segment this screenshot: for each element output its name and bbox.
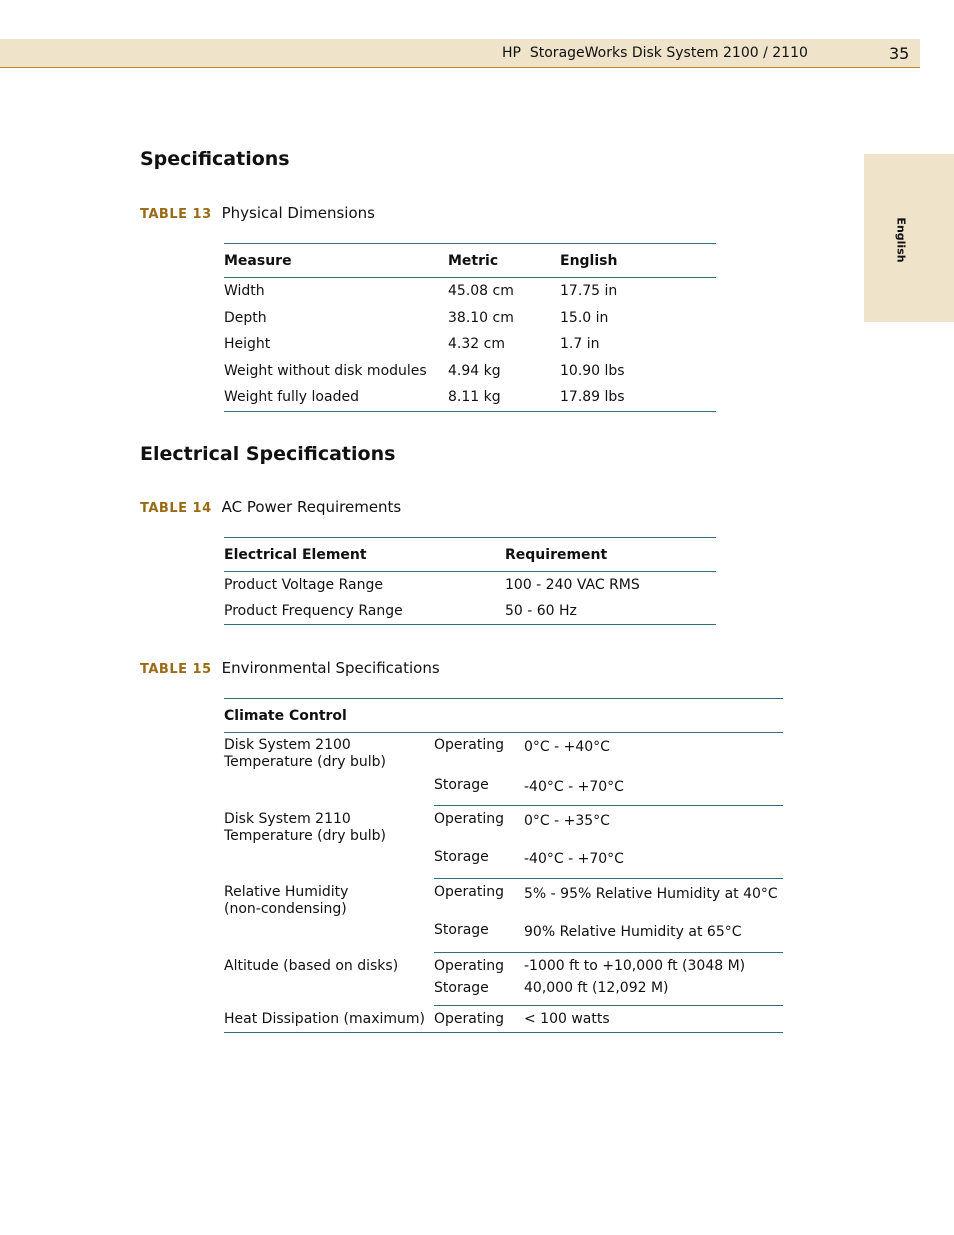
- row-label-line: Temperature (dry bulb): [224, 754, 386, 770]
- table-cell: Weight fully loaded: [224, 384, 448, 411]
- table-cell: -1000 ft to +10,000 ft (3048 M): [524, 958, 746, 974]
- ac-power-table: [224, 537, 716, 625]
- table-cell: Operating: [434, 958, 504, 974]
- table-cell: 17.75 in: [560, 283, 618, 300]
- row-label-line: Disk System 2110: [224, 810, 351, 827]
- row-label-line: Disk System 2100: [224, 737, 351, 753]
- table-cell: 50 - 60 Hz: [505, 598, 716, 625]
- table-row: [224, 598, 716, 625]
- section-heading-specifications: Specifications: [140, 148, 290, 170]
- table-cell: Heat Dissipation (maximum): [224, 1006, 434, 1033]
- table14-number: TABLE 14: [140, 501, 212, 516]
- table-cell: 1.7 in: [560, 336, 600, 353]
- row-label-line: Temperature (dry bulb): [224, 827, 386, 844]
- table-cell: Height: [224, 336, 271, 353]
- table-header-row: [224, 244, 716, 278]
- table-cell: 100 - 240 VAC RMS: [505, 577, 640, 593]
- table-row: [224, 358, 716, 385]
- table-cell: 45.08 cm: [448, 283, 514, 300]
- column-header: Electrical Element: [224, 538, 505, 572]
- section-heading-electrical: Electrical Specifications: [140, 443, 396, 465]
- table-cell: 4.32 cm: [448, 336, 505, 353]
- table15-number: TABLE 15: [140, 662, 212, 677]
- table-cell: Storage: [434, 849, 524, 879]
- table-cell: 5% - 95% Relative Humidity at 40°C: [524, 886, 778, 902]
- table-cell: 40,000 ft (12,092 M): [524, 980, 783, 1006]
- table-cell: 8.11 kg: [448, 384, 560, 411]
- table-cell: Operating: [434, 884, 504, 900]
- table15-title: Environmental Specifications: [221, 659, 440, 677]
- column-header: English: [560, 244, 716, 278]
- table-cell: [224, 953, 434, 1006]
- table-cell: 0°C - +40°C: [524, 739, 610, 755]
- table-cell: 90% Relative Humidity at 65°C: [524, 922, 783, 953]
- table-row: [224, 1006, 783, 1033]
- page-number: 35: [889, 44, 910, 63]
- table-cell: -40°C - +70°C: [524, 777, 783, 806]
- table-cell: [224, 806, 434, 879]
- table-row: [224, 278, 716, 305]
- physical-dimensions-table: [224, 243, 716, 412]
- table-row: [224, 733, 783, 778]
- table-cell: Width: [224, 283, 265, 300]
- table-cell: 15.0 in: [560, 309, 609, 326]
- column-header: Metric: [448, 244, 560, 278]
- table13-title: Physical Dimensions: [221, 204, 375, 222]
- table-cell: Operating: [434, 811, 504, 827]
- table-row: [224, 879, 783, 923]
- table-cell: 0°C - +35°C: [524, 813, 610, 829]
- table-cell: Weight without disk modules: [224, 362, 427, 379]
- table-cell: Storage: [434, 922, 524, 953]
- language-side-tab-label: English: [894, 217, 908, 263]
- table-cell: Depth: [224, 309, 267, 326]
- table-cell: Operating: [434, 1006, 524, 1033]
- table-cell: Storage: [434, 777, 524, 806]
- table-cell: 10.90 lbs: [560, 362, 625, 379]
- table-cell: -40°C - +70°C: [524, 849, 783, 879]
- table-row: [224, 806, 783, 850]
- table-row: [224, 572, 716, 599]
- table-cell: Operating: [434, 737, 504, 753]
- environmental-specifications-table: [224, 698, 783, 1033]
- row-label-line: Relative Humidity: [224, 883, 349, 900]
- table-header-row: [224, 538, 716, 572]
- table-cell: < 100 watts: [524, 1006, 783, 1033]
- table-row: [224, 384, 716, 411]
- table14-title: AC Power Requirements: [221, 498, 402, 516]
- table-header-row: [224, 699, 783, 733]
- table-cell: [224, 733, 434, 806]
- table15-caption: [140, 659, 440, 677]
- row-label-line: Altitude (based on disks): [224, 957, 399, 974]
- table13-number: TABLE 13: [140, 207, 212, 222]
- table-cell: 38.10 cm: [448, 309, 514, 326]
- language-side-tab: [864, 154, 954, 322]
- column-header: Measure: [224, 244, 448, 278]
- column-header: Climate Control: [224, 699, 783, 733]
- table14-caption: [140, 498, 401, 516]
- running-header-title: HP StorageWorks Disk System 2100 / 2110: [502, 45, 808, 61]
- table-cell: 17.89 lbs: [560, 384, 716, 411]
- table-cell: [224, 879, 434, 953]
- table-cell: Product Frequency Range: [224, 598, 505, 625]
- table-cell: Product Voltage Range: [224, 577, 383, 593]
- table-cell: Storage: [434, 980, 524, 1006]
- row-label-line: (non-condensing): [224, 900, 347, 917]
- table-row: [224, 331, 716, 358]
- table-cell: 4.94 kg: [448, 362, 501, 379]
- table-row: [224, 305, 716, 332]
- column-header: Requirement: [505, 538, 716, 572]
- table13-caption: [140, 204, 375, 222]
- table-row: [224, 953, 783, 981]
